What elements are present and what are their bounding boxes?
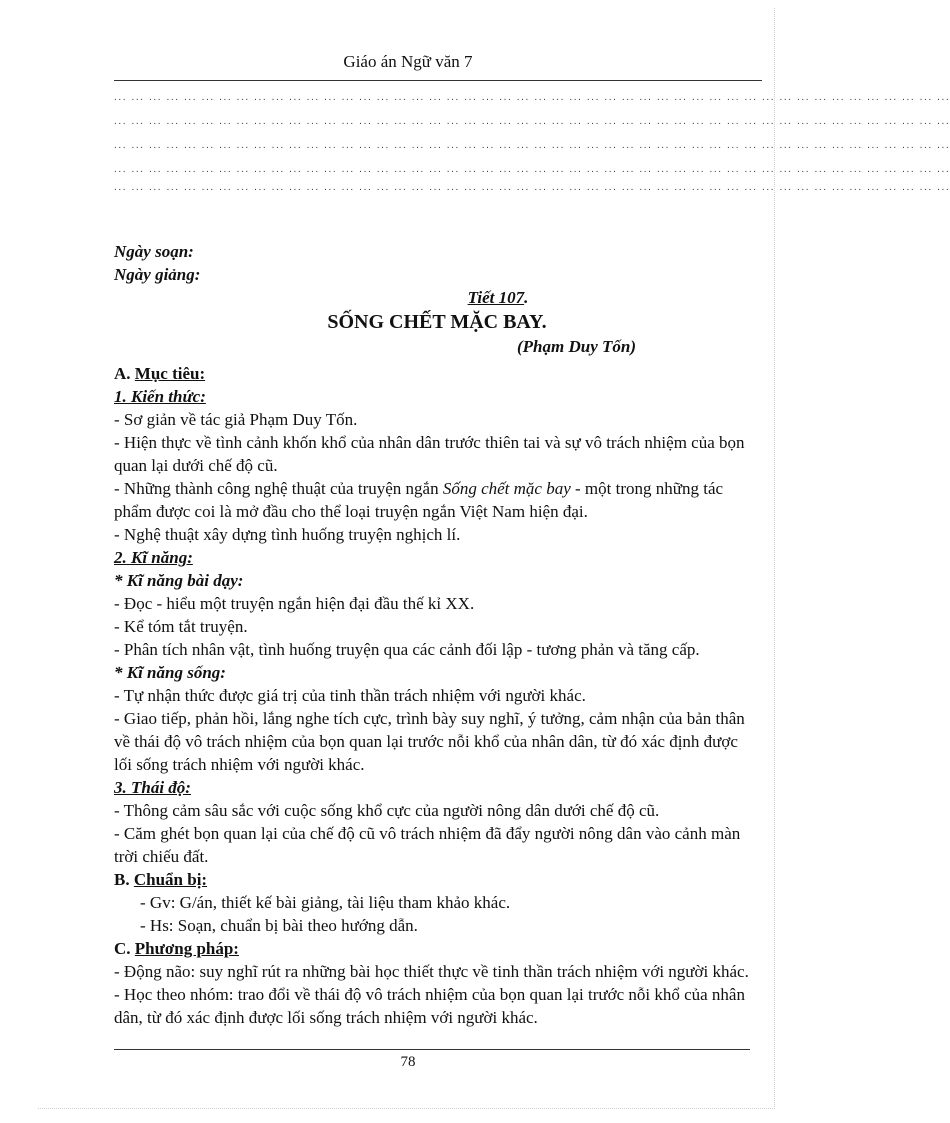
knowledge-item-text: - Những thành công nghệ thuật của truyện ngắn [114, 479, 439, 498]
teaching-skills-heading: * Kĩ năng bài dạy: [114, 571, 244, 590]
header-rule [114, 80, 762, 81]
lesson-author: (Phạm Duy Tốn) [517, 337, 636, 356]
lesson-plan-body [114, 240, 760, 1029]
skill-item: - Kể tóm tắt truyện. [114, 617, 248, 636]
skill-item: - Đọc - hiểu một truyện ngắn hiện đại đầu thế kỉ XX. [114, 594, 475, 613]
knowledge-item: - Nghệ thuật xây dựng tình huống truyện nghịch lí. [114, 525, 461, 544]
dotted-line: ... ... ... ... ... ... ... ... ... ... ... ... ... ... ... ... ... ... ... ... ... ... ... ... ... ... ... ... ... ... ... ... ... ... ... ... ... ... ... ... ... ... ... ... ... ... ... ... [114, 164, 950, 175]
footer-rule [114, 1049, 750, 1050]
work-title: Sống chết mặc bay [442, 479, 571, 498]
section-a-heading [114, 362, 760, 385]
attitude-item: - Thông cảm sâu sắc với cuộc sống khổ cực của người nông dân dưới chế độ cũ. [114, 801, 660, 820]
life-skills-heading: * Kĩ năng sống: [114, 663, 226, 682]
section-a-title: Mục tiêu: [134, 364, 206, 383]
section-b-title: Chuẩn bị: [133, 870, 208, 889]
lesson-number-label: Tiết 107 [467, 288, 525, 307]
preparation-item: - Gv: G/án, thiết kế bài giảng, tài liệu tham khảo khác. [140, 893, 511, 912]
lesson-number: Tiết 107. [467, 288, 529, 307]
knowledge-item-text: - một trong những tác phẩm được coi là mở đầu cho thể loại truyện ngắn Việt Nam hiện đại. [114, 479, 724, 521]
knowledge-item [114, 477, 760, 523]
dotted-line: ... ... ... ... ... ... ... ... ... ... ... ... ... ... ... ... ... ... ... ... ... ... ... ... ... ... ... ... ... ... ... ... ... ... ... ... ... ... ... ... ... ... ... ... ... ... ... ... [114, 92, 950, 103]
life-skill-item: - Tự nhận thức được giá trị của tinh thần trách nhiệm với người khác. [114, 686, 586, 705]
method-item: - Học theo nhóm: trao đổi về thái độ vô trách nhiệm của bọn quan lại trước nỗi khổ của nhân dân, từ đó xác định được lối sống trách nhiệm với người khác. [114, 985, 745, 1027]
attitude-heading: 3. Thái độ: [114, 778, 191, 797]
attitude-item: - Căm ghét bọn quan lại của chế độ cũ vô trách nhiệm đã đẩy người nông dân vào cảnh màn trời chiếu đất. [114, 824, 741, 866]
section-c-prefix: C. [114, 939, 131, 958]
dotted-line: ... ... ... ... ... ... ... ... ... ... ... ... ... ... ... ... ... ... ... ... ... ... ... ... ... ... ... ... ... ... ... ... ... ... ... ... ... ... ... ... ... ... ... ... ... ... ... ... [114, 140, 950, 151]
life-skill-item: - Giao tiếp, phản hồi, lắng nghe tích cực, trình bày suy nghĩ, ý tưởng, cảm nhận của bản thân về thái độ vô trách nhiệm của bọn quan lại trước nỗi khổ của nhân dân, từ đó xác định được lối sống trách nhiệm với người khác. [114, 709, 745, 774]
prep-date-label: Ngày soạn: [114, 242, 194, 261]
preparation-item: - Hs: Soạn, chuẩn bị bài theo hướng dẫn. [140, 916, 418, 935]
skills-heading: 2. Kĩ năng: [114, 548, 193, 567]
section-b-heading [114, 868, 760, 891]
dotted-line: ... ... ... ... ... ... ... ... ... ... ... ... ... ... ... ... ... ... ... ... ... ... ... ... ... ... ... ... ... ... ... ... ... ... ... ... ... ... ... ... ... ... ... ... ... ... ... ... [114, 116, 950, 127]
knowledge-item: - Sơ giản về tác giả Phạm Duy Tốn. [114, 410, 358, 429]
section-c-heading [114, 937, 760, 960]
teach-date-label: Ngày giảng: [114, 265, 201, 284]
section-b-prefix: B. [114, 870, 130, 889]
skill-item: - Phân tích nhân vật, tình huống truyện qua các cảnh đối lập - tương phản và tăng cấp. [114, 640, 700, 659]
section-a-prefix: A. [114, 364, 131, 383]
header-title: Giáo án Ngữ văn 7 [343, 52, 473, 71]
page-number: 78 [400, 1054, 416, 1070]
section-c-title: Phương pháp: [134, 939, 239, 958]
method-item: - Động não: suy nghĩ rút ra những bài học thiết thực về tinh thần trách nhiệm với người khác. [114, 962, 749, 981]
dotted-line: ... ... ... ... ... ... ... ... ... ... ... ... ... ... ... ... ... ... ... ... ... ... ... ... ... ... ... ... ... ... ... ... ... ... ... ... ... ... ... ... ... ... ... ... ... ... ... ... [114, 182, 950, 193]
knowledge-heading: 1. Kiến thức: [114, 387, 206, 406]
lesson-title: SỐNG CHẾT MẶC BAY. [327, 311, 547, 333]
knowledge-item: - Hiện thực về tình cảnh khốn khổ của nhân dân trước thiên tai và sự vô trách nhiệm của bọn quan lại dưới chế độ cũ. [114, 433, 745, 475]
